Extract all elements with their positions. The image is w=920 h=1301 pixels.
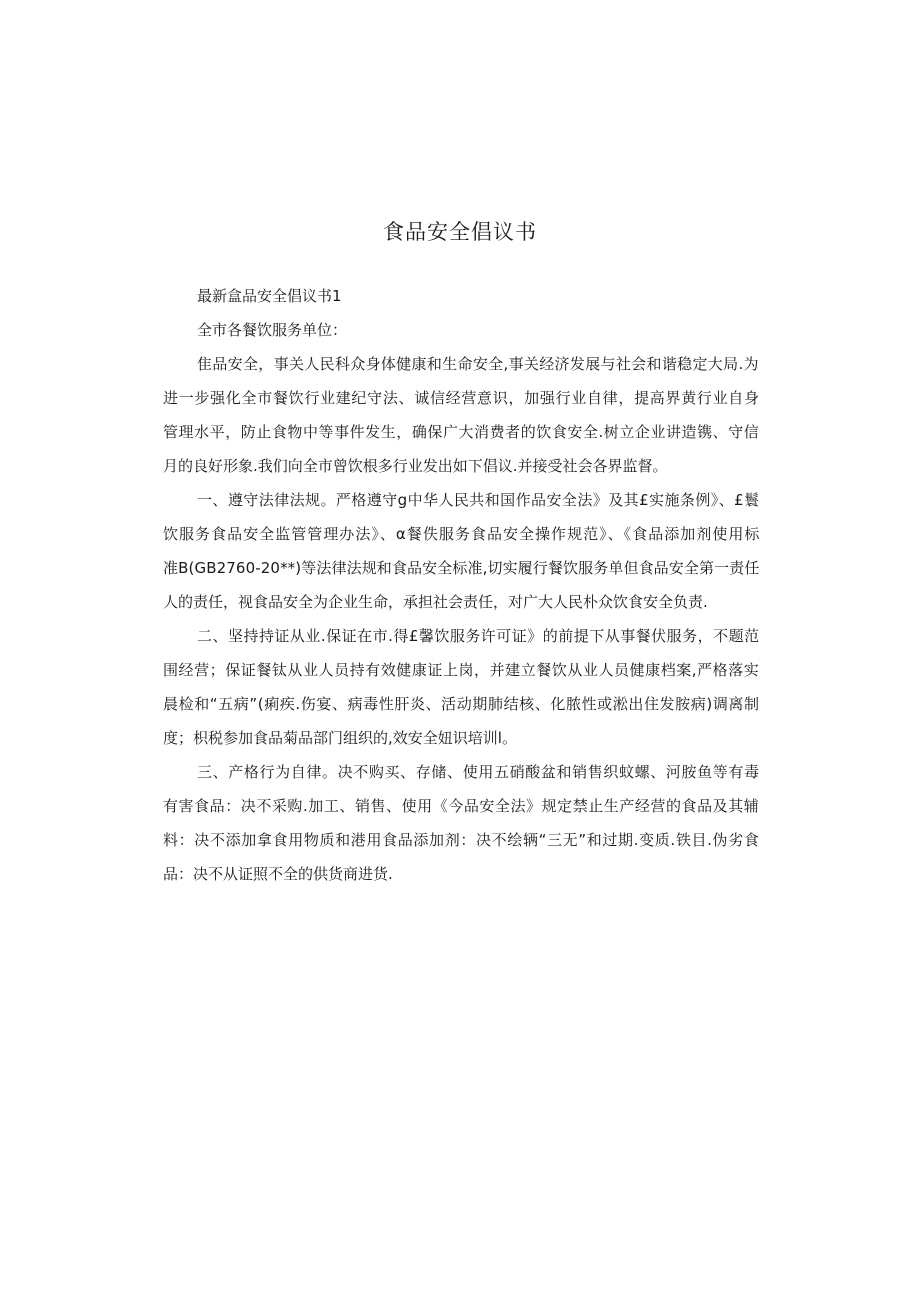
- paragraph-line: 三、产格行为自律。决不购买、存储、使用五硝酸盆和销售织蚊螺、河胺鱼等有毒: [197, 763, 760, 781]
- document-title: 食品安全倡议书: [383, 220, 537, 244]
- paragraph-line: 隹品安全，事关人民科众身体健康和生命安全,事关经济发展与社会和谐稳定大局.为: [197, 355, 759, 373]
- salutation: 全市各餐饮服务单位：: [197, 321, 348, 339]
- paragraph-line: 料：决不添加拿食用物质和港用食品添加剂：决不绘辆“三无”和过期.变质.铁目.伪劣食: [163, 831, 760, 849]
- paragraph-line: 管理水平，防止食物中等事件发生，确保广大消费者的饮食安全.树立企业讲造镌、守信: [163, 423, 760, 441]
- paragraph-line: 品：决不从证照不全的供货商进货.: [163, 865, 393, 883]
- paragraph-line: 度；枳税参加食品菊品部门组织的,效安全妞识培训l。: [163, 729, 517, 747]
- paragraph-line: 饮服务食品安全监管管理办法》、α餐佚服务食品安全操作规范》、《食品添加剂使用标: [163, 525, 761, 543]
- paragraph-line: 月的良好形象.我们向全市曾饮根多行业发出如下倡议.并接受社会各界监督。: [163, 457, 668, 475]
- paragraph-line: 准B(GB2760-20**)等法律法规和食品安全标准,切实履行餐饮服务单但食品安全第一责任: [163, 559, 760, 577]
- paragraph-line: 围经营；保证餐钛从业人员持有效健康证上岗，并建立餐饮从业人员健康档案,严格落实: [163, 661, 760, 679]
- paragraph-law: [163, 489, 759, 614]
- document-body: [163, 285, 759, 886]
- paragraph-license: [163, 625, 759, 750]
- paragraph-line: 晨检和“五病”(痢疾.伤宴、病毒性肝炎、活动期肺结核、化脓性或淞出住发胺病)调离制: [163, 695, 760, 713]
- paragraph-line: 有害食品：决不采购.加工、销售、使用《今品安全法》规定禁止生产经营的食品及其辅: [163, 797, 760, 815]
- paragraph-line: 人的责任，视食品安全为企业生命，承担社会责任，对广大人民朴众饮食安全负责.: [163, 593, 708, 611]
- paragraph-intro: [163, 353, 759, 478]
- paragraph-line: 一、遵守法律法规。严格遵守g中华人民共和国作品安全法》及其£实施条例》、£鬟: [197, 491, 760, 509]
- paragraph-line: 进一步强化全市餐饮行业建纪守法、诚信经营意识，加强行业自律，提高界黄行业自身: [163, 389, 760, 407]
- paragraph-line: 二、坚持持证从业.保证在市.得£馨饮服务许可证》的前提下从事餐伏服务，不题范: [197, 627, 760, 645]
- document-subtitle: 最新盒品安全倡议书1: [197, 287, 342, 305]
- paragraph-discipline: [163, 761, 759, 886]
